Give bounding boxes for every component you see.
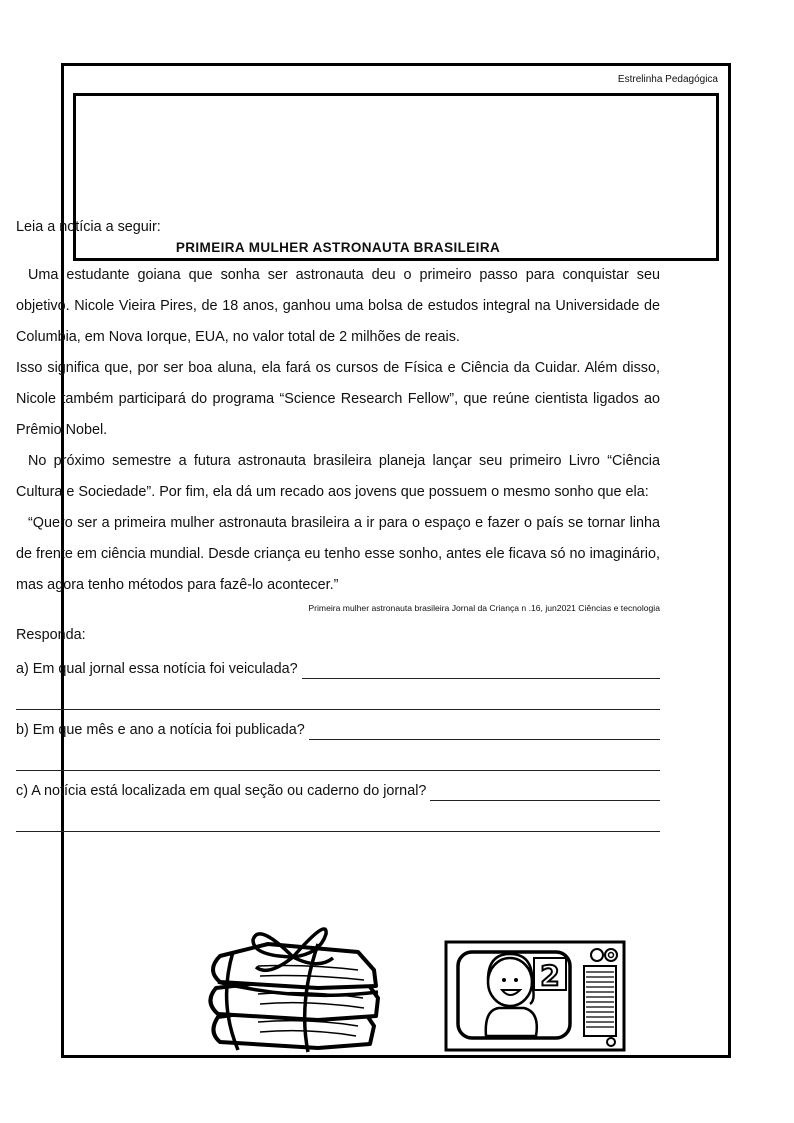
question-label: c) A notícia está localizada em qual seção ou caderno do jornal? [16,783,427,799]
answer-line[interactable] [16,801,660,832]
question-c [16,771,660,801]
question-a [16,649,660,679]
question-label: a) Em qual jornal essa notícia foi veiculada? [16,661,298,677]
answer-blank[interactable] [309,723,660,740]
worksheet-content [16,216,660,832]
answer-line[interactable] [16,740,660,771]
question-b [16,710,660,740]
article-paragraph: Uma estudante goiana que sonha ser astronauta deu o primeiro passo para conquistar seu objetivo. Nicole Vieira Pires, de 18 anos, ganhou uma bolsa de estudos integral na Universidade de Columbia, em Nova Iorque, EUA, no valor total de 2 milhões de reais. [16,267,660,345]
article-source: Primeira mulher astronauta brasileira Jornal da Criança n .16, jun2021 Ciências e tecnologia [308,603,660,613]
intro-text: Leia a notícia a seguir: [16,219,161,235]
article-paragraph: No próximo semestre a futura astronauta brasileira planeja lançar seu primeiro Livro “Ciência Cultura e Sociedade”. Por fim, ela dá um recado aos jovens que possuem o mesmo sonho que ela: [16,453,660,500]
answer-blank[interactable] [302,662,660,679]
answer-blank[interactable] [430,784,660,801]
article-quote: “Quero ser a primeira mulher astronauta brasileira a ir para o espaço e fazer o país se tornar linha de frente em ciência mundial. Desde criança eu tenho esse sonho, antes ele ficava só no imaginário, mas agora tenho métodos para fazê-lo acontecer.” [16,515,660,593]
tv-channel-number: 2 [540,959,560,992]
article-title: PRIMEIRA MULHER ASTRONAUTA BRASILEIRA [175,240,501,255]
brand-label: Estrelinha Pedagógica [617,74,718,85]
article-paragraph: Isso significa que, por ser boa aluna, ela fará os cursos de Física e Ciência da Cuidar. Além disso, Nicole também participará do programa “Science Research Fellow”, que reúne cientista ligados ao Prêmio Nobel. [16,360,660,438]
question-label: b) Em que mês e ano a notícia foi publicada? [16,722,305,738]
television-illustration [444,940,626,1052]
newspaper-stack-illustration [198,922,398,1054]
questions-heading: Responda: [16,627,86,643]
answer-line[interactable] [16,679,660,710]
